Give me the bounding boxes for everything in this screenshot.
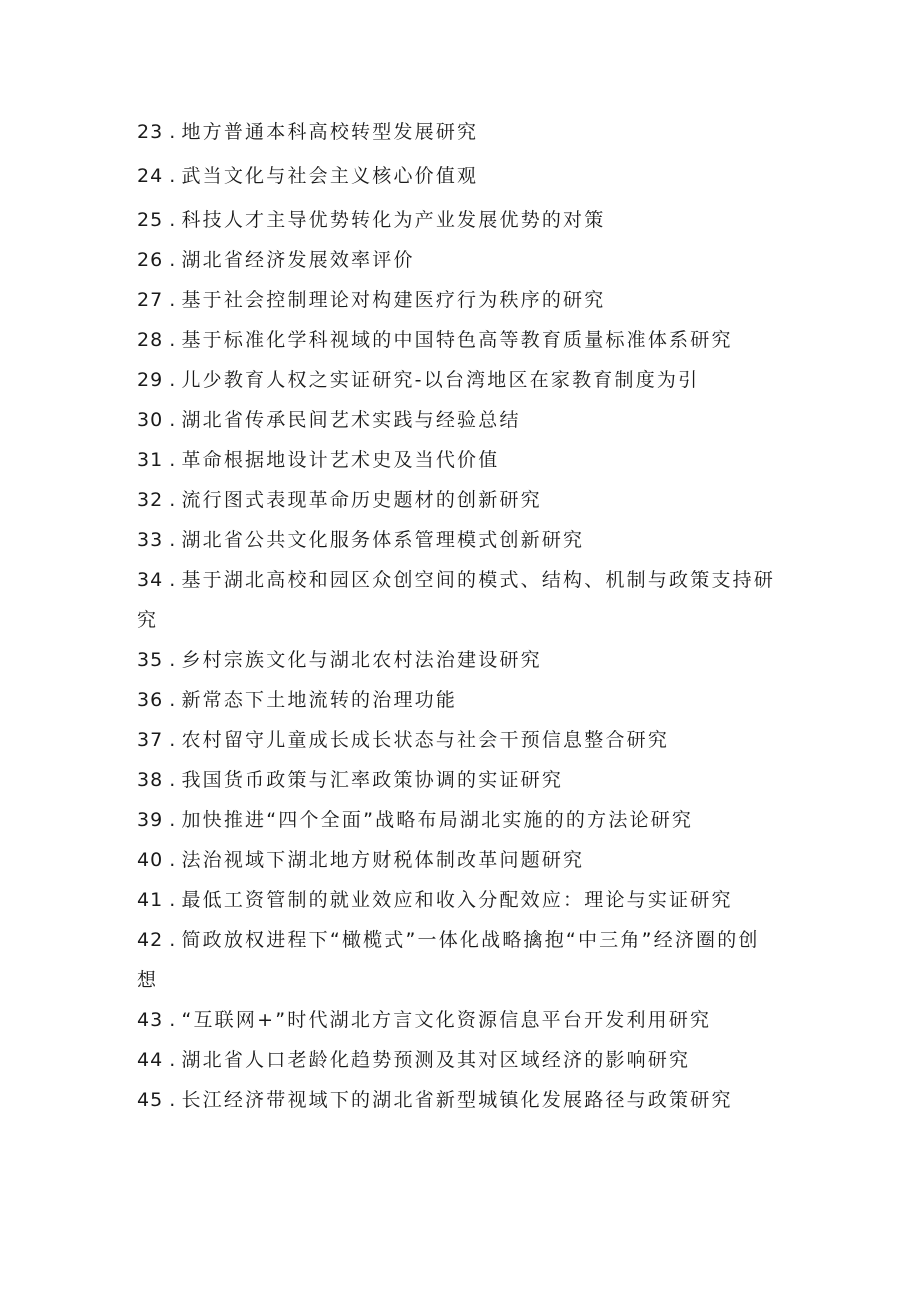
item-text: 地方普通本科高校转型发展研究	[181, 121, 479, 143]
list-item: 27 . 基于社会控制理论对构建医疗行为秩序的研究	[137, 289, 606, 311]
item-text: 儿少教育人权之实证研究-以台湾地区在家教育制度为引	[181, 369, 700, 391]
list-item: 29 . 儿少教育人权之实证研究-以台湾地区在家教育制度为引	[137, 369, 700, 391]
item-number: 33	[137, 529, 164, 551]
item-text: 湖北省公共文化服务体系管理模式创新研究	[181, 529, 585, 551]
item-number: 24	[137, 165, 164, 187]
item-text: 湖北省人口老龄化趋势预测及其对区域经济的影响研究	[181, 1049, 691, 1071]
item-text: 最低工资管制的就业效应和收入分配效应：理论与实证研究	[181, 889, 733, 911]
item-text: 新常态下土地流转的治理功能	[181, 689, 458, 711]
item-number: 45	[137, 1089, 164, 1111]
list-item: 35 . 乡村宗族文化与湖北农村法治建设研究	[137, 649, 542, 671]
item-number: 40	[137, 849, 164, 871]
item-number: 38	[137, 769, 164, 791]
item-text: 加快推进“四个全面”战略布局湖北实施的的方法论研究	[181, 809, 694, 831]
item-text: 简政放权进程下“橄榄式”一体化战略擒抱“中三角”经济圈的创想	[137, 929, 760, 991]
item-number: 27	[137, 289, 164, 311]
list-item: 23 . 地方普通本科高校转型发展研究	[137, 121, 479, 143]
item-number: 37	[137, 729, 164, 751]
list-item: 39 . 加快推进“四个全面”战略布局湖北实施的的方法论研究	[137, 809, 694, 831]
item-text: 流行图式表现革命历史题材的创新研究	[181, 489, 542, 511]
list-item: 38 . 我国货币政策与汇率政策协调的实证研究	[137, 769, 564, 791]
list-item: 34 . 基于湖北高校和园区众创空间的模式、结构、机制与政策支持研究	[137, 569, 776, 631]
item-number: 39	[137, 809, 164, 831]
item-number: 35	[137, 649, 164, 671]
list-item: 26 . 湖北省经济发展效率评价	[137, 249, 415, 271]
item-text: 科技人才主导优势转化为产业发展优势的对策	[181, 209, 606, 231]
item-text: 基于标准化学科视域的中国特色高等教育质量标准体系研究	[181, 329, 733, 351]
item-number: 28	[137, 329, 164, 351]
item-text: 武当文化与社会主义核心价值观	[181, 165, 479, 187]
list-item: 40 . 法治视域下湖北地方财税体制改革问题研究	[137, 849, 585, 871]
item-number: 32	[137, 489, 164, 511]
item-text: 农村留守儿童成长成长状态与社会干预信息整合研究	[181, 729, 670, 751]
list-item: 25 . 科技人才主导优势转化为产业发展优势的对策	[137, 209, 606, 231]
item-text: 长江经济带视域下的湖北省新型城镇化发展路径与政策研究	[181, 1089, 733, 1111]
list-item: 36 . 新常态下土地流转的治理功能	[137, 689, 458, 711]
topic-list	[137, 112, 777, 1120]
item-number: 36	[137, 689, 164, 711]
item-number: 44	[137, 1049, 164, 1071]
item-number: 34	[137, 569, 164, 591]
item-text: 基于社会控制理论对构建医疗行为秩序的研究	[181, 289, 606, 311]
list-item: 30 . 湖北省传承民间艺术实践与经验总结	[137, 409, 521, 431]
item-number: 23	[137, 121, 164, 143]
item-text: 法治视域下湖北地方财税体制改革问题研究	[181, 849, 585, 871]
item-number: 26	[137, 249, 164, 271]
list-item: 37 . 农村留守儿童成长成长状态与社会干预信息整合研究	[137, 729, 670, 751]
list-item: 45 . 长江经济带视域下的湖北省新型城镇化发展路径与政策研究	[137, 1089, 733, 1111]
item-number: 25	[137, 209, 164, 231]
item-number: 31	[137, 449, 164, 471]
item-number: 41	[137, 889, 164, 911]
item-text: 湖北省经济发展效率评价	[181, 249, 415, 271]
list-item: 42 . 简政放权进程下“橄榄式”一体化战略擒抱“中三角”经济圈的创想	[137, 929, 760, 991]
item-number: 29	[137, 369, 164, 391]
item-number: 42	[137, 929, 164, 951]
item-text: 乡村宗族文化与湖北农村法治建设研究	[181, 649, 542, 671]
list-item: 43 . “互联网+”时代湖北方言文化资源信息平台开发利用研究	[137, 1009, 712, 1031]
list-item: 41 . 最低工资管制的就业效应和收入分配效应：理论与实证研究	[137, 889, 733, 911]
list-item: 24 . 武当文化与社会主义核心价值观	[137, 165, 479, 187]
list-item: 31 . 革命根据地设计艺术史及当代价值	[137, 449, 500, 471]
list-item: 44 . 湖北省人口老龄化趋势预测及其对区域经济的影响研究	[137, 1049, 691, 1071]
item-text: 基于湖北高校和园区众创空间的模式、结构、机制与政策支持研究	[137, 569, 776, 631]
item-number: 43	[137, 1009, 164, 1031]
item-text: 我国货币政策与汇率政策协调的实证研究	[181, 769, 564, 791]
item-number: 30	[137, 409, 164, 431]
list-item: 32 . 流行图式表现革命历史题材的创新研究	[137, 489, 542, 511]
list-item: 33 . 湖北省公共文化服务体系管理模式创新研究	[137, 529, 585, 551]
item-text: “互联网+”时代湖北方言文化资源信息平台开发利用研究	[181, 1009, 712, 1031]
item-text: 湖北省传承民间艺术实践与经验总结	[181, 409, 521, 431]
item-text: 革命根据地设计艺术史及当代价值	[181, 449, 500, 471]
list-item: 28 . 基于标准化学科视域的中国特色高等教育质量标准体系研究	[137, 329, 733, 351]
